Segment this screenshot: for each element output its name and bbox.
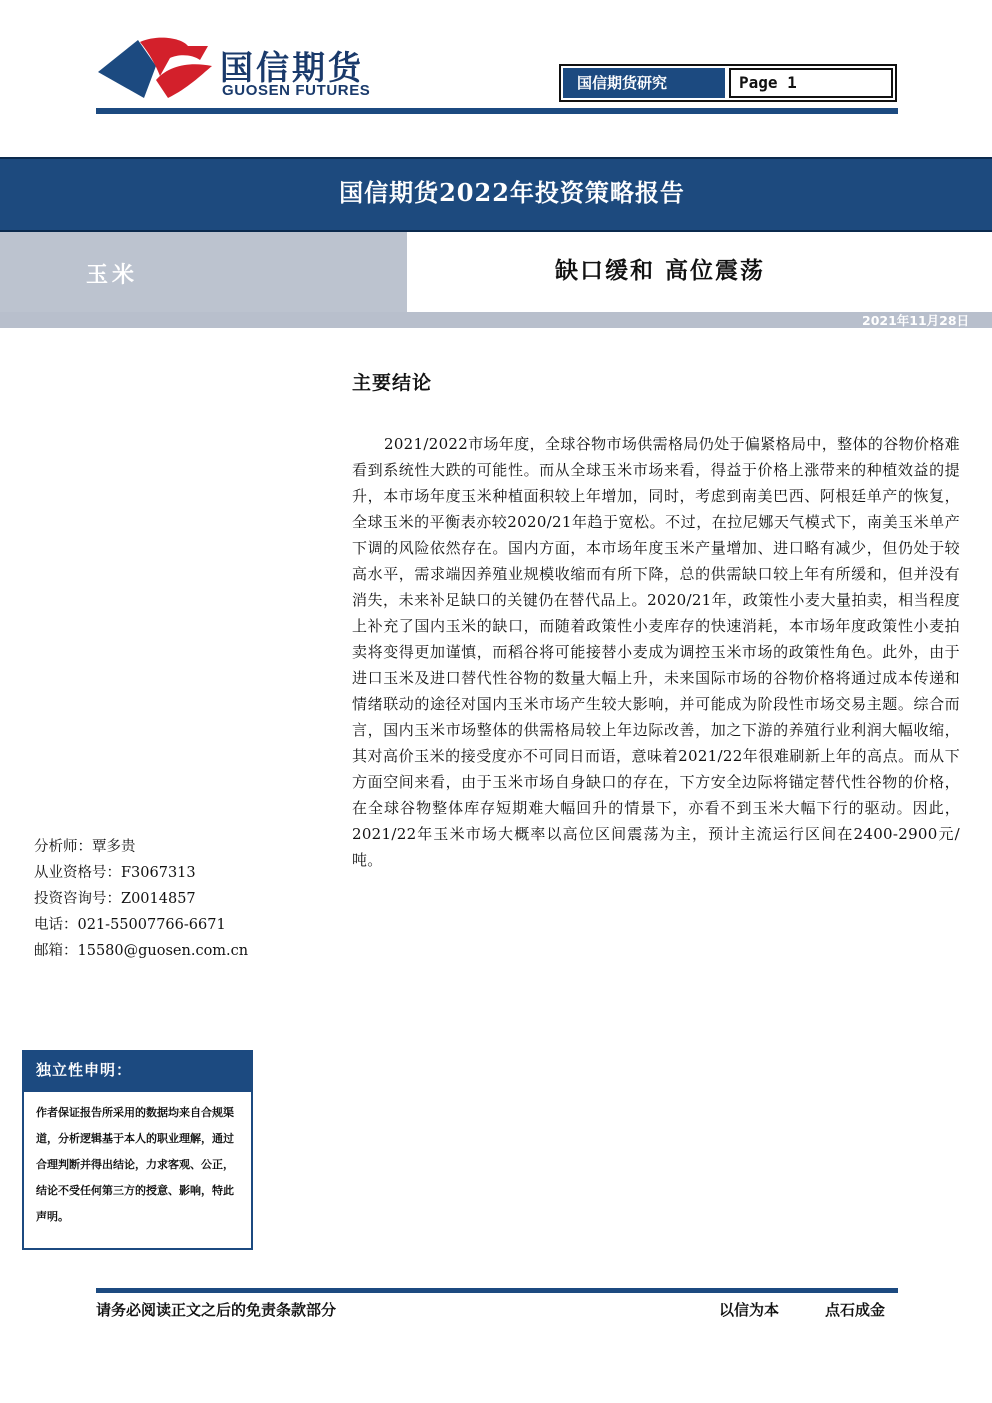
footer-divider xyxy=(96,1288,898,1293)
report-date: 2021年11月28日 xyxy=(862,313,970,328)
footer-motto-1: 以信为本 xyxy=(719,1301,780,1319)
disclaimer-notice: 请务必阅读正文之后的免责条款部分 xyxy=(96,1301,337,1319)
logo-chinese-name: 国信期货 xyxy=(220,48,364,87)
analyst-phone: 电话：021-55007766-6671 xyxy=(34,917,226,933)
conclusion-paragraph: 2021/2022市场年度，全球谷物市场供需格局仍处于偏紧格局中，整体的谷物价格难看到系统性大跌的可能性。而从全球玉米市场来看，得益于价格上涨带来的种植效益的提升，本市场年度玉米种植面积较上年增加，同时，考虑到南美巴西、阿根廷单产的恢复，全球玉米的平衡表亦较2020/21年趋于宽松。不过，在拉尼娜天气模式下，南美玉米单产下调的风险依然存在。国内方面，本市场年度玉米产量增加、进口略有减少，但仍处于较高水平，需求端因养殖业规模收缩而有所下降，总的供需缺口较上年有所缓和，但并没有消失，未来补足缺口的关键仍在替代品上。2020/21年，政策性小麦大量拍卖，相当程度上补充了国内玉米的缺口，而随着政策性小麦库存的快速消耗，本市场年度政策性小麦拍卖将变得更加谨慎，而稻谷将可能接替小麦成为调控玉米市场的政策性角色。此外，由于进口玉米及进口替代性谷物的数量大幅上升，未来国际市场的谷物价格将通过成本传递和情绪联动的途径对国内玉米市场产生较大影响，并可能成为阶段性市场交易主题。综合而言，国内玉米市场整体的供需格局较上年边际改善，加之下游的养殖行业利润大幅收缩，其对高价玉米的接受度亦不可同日而语，意味着2021/22年很难刷新上年的高点。而从下方面空间来看，由于玉米市场自身缺口的存在，下方安全边际将锚定替代性谷物的价格，在全球谷物整体库存短期难大幅回升的情景下，亦看不到玉米大幅下行的驱动。因此， 2021/22年玉米市场大概率以高位区间震荡为主，预计主流运行区间在2400-2900元/吨。 xyxy=(352,435,960,869)
report-subtitle: 缺口缓和 高位震荡 xyxy=(555,257,766,284)
category-box xyxy=(0,232,407,312)
guosen-logo-icon xyxy=(96,36,214,102)
analyst-name: 分析师：覃多贵 xyxy=(34,839,136,855)
date-band xyxy=(0,312,992,328)
logo-english-name: GUOSEN FUTURES xyxy=(222,82,371,99)
statement-heading: 独立性申明： xyxy=(24,1052,251,1092)
analyst-consult-number: 投资咨询号：Z0014857 xyxy=(34,891,196,907)
header-divider xyxy=(96,108,898,114)
category-label: 玉米 xyxy=(86,262,139,288)
report-title: 国信期货2022年投资策略报告 xyxy=(339,178,685,207)
analyst-license: 从业资格号：F3067313 xyxy=(34,865,196,881)
analyst-info xyxy=(34,834,248,964)
section-heading: 主要结论 xyxy=(352,372,433,394)
page-number: Page 1 xyxy=(729,68,893,98)
research-label: 国信期货研究 xyxy=(563,68,725,98)
footer-motto-2: 点石成金 xyxy=(825,1301,886,1319)
statement-text: 作者保证报告所采用的数据均来自合规渠道，分析逻辑基于本人的职业理解，通过合理判断并得出结论，力求客观、公正，结论不受任何第三方的授意、影响，特此声明。 xyxy=(36,1106,234,1223)
analyst-email[interactable]: 邮箱：15580@guosen.com.cn xyxy=(34,943,249,959)
